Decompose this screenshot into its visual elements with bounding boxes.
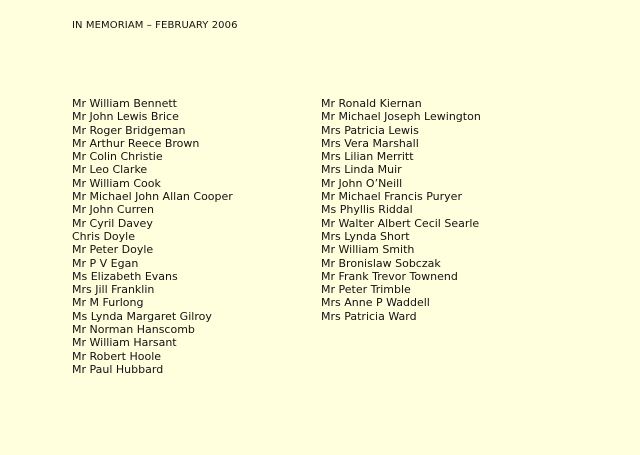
name-entry: Mr Walter Albert Cecil Searle (321, 216, 480, 230)
name-entry: Mr William Bennett (72, 97, 177, 110)
name-entry: Mrs Linda Muir (321, 163, 402, 177)
name-entry: Mr William Harsant (72, 336, 177, 350)
names-column-left (72, 97, 233, 376)
name-entry: Mr Michael Francis Puryer (321, 190, 462, 204)
name-entry: Mrs Patricia Lewis (321, 123, 419, 137)
name-entry: Mr William Cook (72, 176, 161, 190)
name-entry: Ms Phyllis Riddal (321, 203, 413, 217)
name-entry: Mr Michael Joseph Lewington (321, 110, 481, 124)
name-entry: Mrs Anne P Waddell (321, 296, 430, 310)
name-entry: Ms Elizabeth Evans (72, 269, 178, 283)
name-entry: Mr Norman Hanscomb (72, 323, 195, 337)
page-title: IN MEMORIAM – FEBRUARY 2006 (72, 20, 238, 31)
name-entry: Mr Ronald Kiernan (321, 97, 422, 110)
name-entry: Mr Paul Hubbard (72, 362, 164, 376)
name-entry: Mr John O’Neill (321, 176, 403, 190)
name-entry: Mr Arthur Reece Brown (72, 136, 200, 150)
name-entry: Mrs Vera Marshall (321, 136, 419, 150)
name-entry: Mrs Lynda Short (321, 229, 410, 243)
name-entry: Mr Peter Doyle (72, 243, 154, 257)
name-entry: Mr John Curren (72, 203, 154, 217)
name-entry: Mrs Jill Franklin (72, 283, 155, 297)
name-entry: Mr Bronislaw Sobczak (321, 256, 441, 270)
name-entry: Mr Frank Trevor Townend (321, 269, 458, 283)
name-entry: Mr Colin Christie (72, 150, 163, 164)
names-column-right (321, 97, 481, 323)
name-entry: Mr P V Egan (72, 256, 139, 270)
name-entry: Mr M Furlong (72, 296, 144, 310)
name-entry: Mr John Lewis Brice (72, 110, 179, 124)
name-entry: Mr Michael John Allan Cooper (72, 190, 233, 204)
name-entry: Mr Cyril Davey (72, 216, 153, 230)
name-entry: Chris Doyle (72, 229, 135, 243)
name-entry: Ms Lynda Margaret Gilroy (72, 309, 212, 323)
name-entry: Mrs Patricia Ward (321, 309, 417, 323)
name-entry: Mr Robert Hoole (72, 349, 162, 363)
name-entry: Mrs Lilian Merritt (321, 150, 414, 164)
name-entry: Mr William Smith (321, 243, 415, 257)
name-entry: Mr Peter Trimble (321, 283, 411, 297)
name-entry: Mr Roger Bridgeman (72, 123, 186, 137)
name-entry: Mr Leo Clarke (72, 163, 148, 177)
